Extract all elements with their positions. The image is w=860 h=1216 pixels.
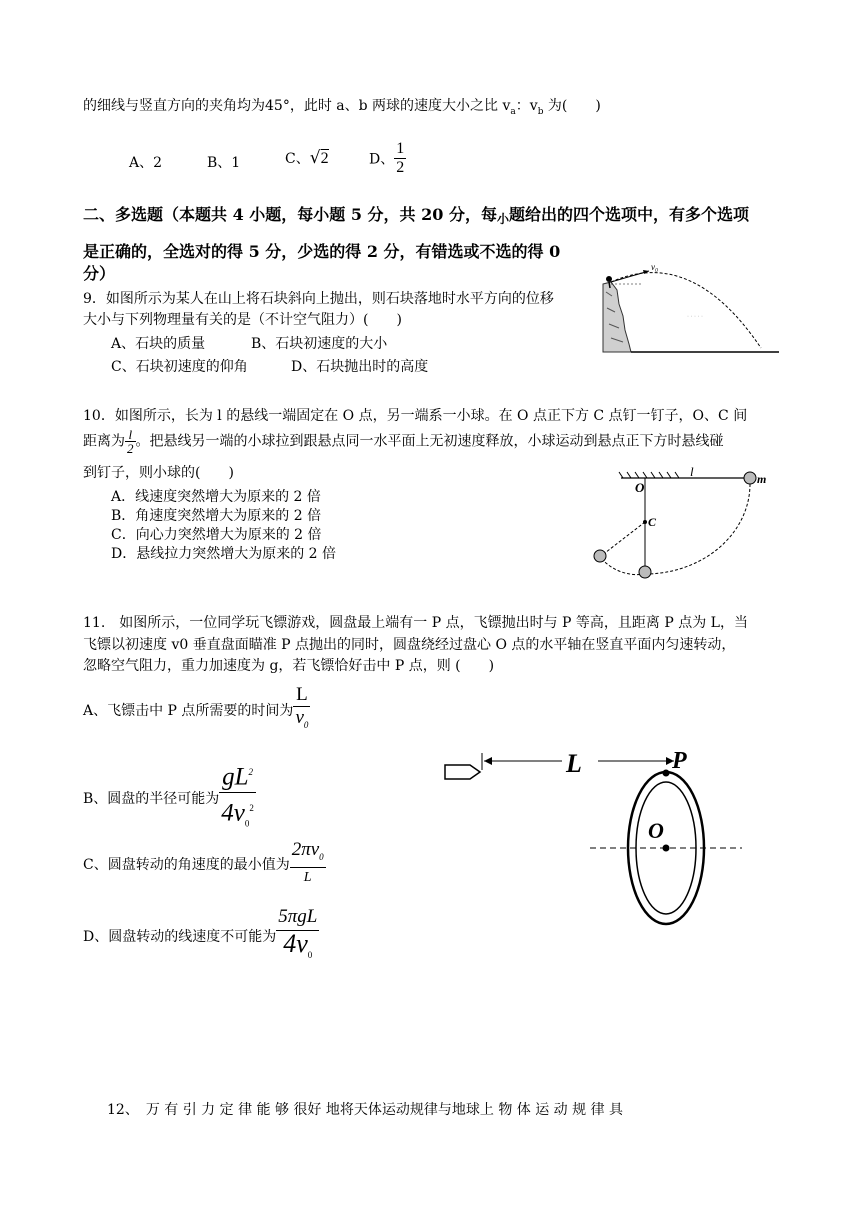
q9-option-c[interactable]: C、石块初速度的仰角: [111, 359, 248, 375]
section2-heading-line1: 二、多选题（本题共 4 小题，每小题 5 分，共 20 分，每小题给出的四个选项中，有多个选项: [83, 205, 749, 226]
large-arc: [645, 484, 750, 574]
q8-stem: 的细线与竖直方向的夹角均为45°，此时 a、b 两球的速度大小之比 $v_a$：$v_b$ 为( ): [83, 98, 601, 117]
center-O-label: O: [648, 818, 664, 843]
q11-option-c[interactable]: C、圆盘转动的角速度的最小值为 $\frac{2\pi v_0}{L}$: [83, 839, 324, 885]
q10-pendulum-figure: [585, 466, 785, 582]
point-P: [663, 770, 670, 777]
trajectory: [611, 273, 761, 348]
q11-option-b[interactable]: B、圆盘的半径可能为 $\frac{gL^2}{4v_0^2}$: [83, 757, 256, 839]
q11-stem-line2: 飞镖以初速度 v0 垂直盘面瞄准 P 点抛出的同时，圆盘绕经过盘心 O 点的水平轴在竖直平面内匀速转动，: [83, 637, 736, 653]
dart-icon: [445, 765, 480, 779]
q10-stem-line1: 10．如图所示，长为 l 的悬线一端固定在 O 点，另一端系一小球。在 O 点正下方 C 点钉一钉子，O、C 间: [83, 408, 748, 424]
svg-text:· · · · ·: · · · · ·: [687, 314, 703, 320]
ball-start: [744, 472, 756, 484]
ball-bottom: [639, 566, 651, 578]
mass-m-label: m: [757, 472, 767, 486]
ball-swing: [594, 550, 606, 562]
q10-option-d[interactable]: D．悬线拉力突然增大为原来的 2 倍: [111, 546, 337, 562]
q11-stem-line3: 忽略空气阻力，重力加速度为 g，若飞镖恰好击中 P 点，则 ( ): [83, 658, 495, 674]
q8-option-d[interactable]: D、 $\frac{1}{2}$: [369, 140, 405, 176]
center-O: [663, 845, 670, 852]
q10-stem-line3: 到钉子，则小球的( ): [83, 465, 234, 481]
point-C-label: C: [648, 515, 657, 529]
q9-option-d[interactable]: D、石块抛出时的高度: [291, 359, 429, 375]
q9-stem-line2: 大小与下列物理量有关的是（不计空气阻力）( ): [83, 312, 402, 328]
q12-stem-line1: 12、 万 有 引 力 定 律 能 够 很好 地将天体运动规律与地球上 物 体 运 动 规 律 具: [107, 1102, 624, 1118]
point-P-label: P: [672, 748, 687, 774]
short-string: [601, 522, 645, 556]
distance-L-label: L: [566, 749, 582, 778]
q11-dart-disk-figure: [440, 728, 745, 928]
q9-stem-line1: 9．如图所示为某人在山上将石块斜向上抛出，则石块落地时水平方向的位移: [83, 291, 554, 307]
q8-option-b[interactable]: B、1: [207, 155, 241, 171]
q9-option-b[interactable]: B、石块初速度的大小: [251, 336, 388, 352]
q9-option-a[interactable]: A、石块的质量: [111, 336, 206, 352]
q8-option-c[interactable]: C、√2: [285, 148, 329, 168]
q10-option-b[interactable]: B．角速度突然增大为原来的 2 倍: [111, 508, 322, 524]
person-icon: [606, 276, 612, 282]
velocity-arrow: [611, 271, 649, 282]
point-O-label: O: [635, 480, 645, 495]
small-arc: [601, 558, 645, 575]
q10-stem-line2: 距离为 $\frac{l}{2}$ 。把悬线另一端的小球拉到跟悬点同一水平面上无初速度释放，小球运动到悬点正下方时悬线碰: [83, 427, 724, 456]
q8-option-a[interactable]: A、2: [129, 155, 163, 171]
q11-option-d[interactable]: D、圆盘转动的线速度不可能为 $\frac{\text{5πgL}}{4v_0}$: [83, 906, 318, 961]
q11-stem-line1: 11. 如图所示，一位同学玩飞镖游戏，圆盘最上端有一 P 点，飞镖抛出时与 P 等高，且距离 P 点为 L，当: [83, 615, 748, 631]
q10-option-c[interactable]: C．向心力突然增大为原来的 2 倍: [111, 527, 322, 543]
section2-heading-line2: 是正确的，全选对的得 5 分，少选的得 2 分，有错选或不选的得 0: [83, 242, 561, 261]
length-l-label: l: [690, 466, 694, 479]
section2-heading-line3: 分）: [83, 264, 116, 283]
q10-option-a[interactable]: A．线速度突然增大为原来的 2 倍: [111, 489, 321, 505]
q11-option-a[interactable]: A、飞镖击中 P 点所需要的时间为 $\frac{L}{v_0}$: [83, 684, 309, 730]
v0-label: v₀: [651, 262, 659, 272]
q9-cliff-projectile-figure: [597, 260, 780, 356]
